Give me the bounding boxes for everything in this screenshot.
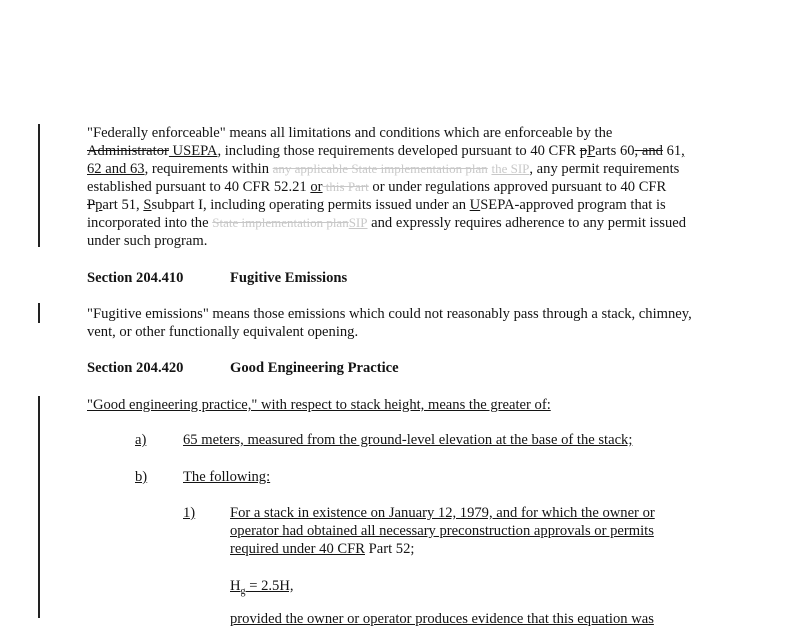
definition-text: "Federally enforceable" means all limitations and conditions which are enforceable by the <box>87 125 613 141</box>
inserted-text: , 62 and 63 <box>87 143 685 177</box>
definition-text: subpart I, including operating permits issued under an <box>151 197 470 213</box>
list-label: b) <box>135 469 148 485</box>
change-bar <box>38 124 40 247</box>
section-number: Section 204.410 <box>87 270 184 286</box>
deleted-text: P <box>87 197 96 213</box>
definition-text: art 51, <box>102 197 144 213</box>
deleted-text: any applicable State implementation plan <box>272 161 488 176</box>
definition-text: , any permit requirements established pursuant to 40 CFR 52.21 <box>87 161 680 195</box>
change-bar <box>38 396 40 618</box>
federally-enforceable-paragraph <box>87 124 692 250</box>
definition-text: "Fugitive emissions" means those emissions which could not reasonably pass through a stack, chimney, vent, or other functionally equivalent opening. <box>87 306 692 340</box>
definition-text: or under regulations approved pursuant to 40 CFR <box>368 179 667 195</box>
deleted-text: p <box>579 143 588 159</box>
definition-text: 61 <box>662 143 682 159</box>
formula-variable: H <box>230 578 241 594</box>
change-bar <box>38 303 40 323</box>
inserted-text: required under 40 CFR <box>230 541 365 557</box>
definition-intro: "Good engineering practice," with respect to stack height, means the greater of: <box>87 397 551 413</box>
inserted-text: P <box>587 143 596 159</box>
sublist-item-line: operator had obtained all necessary preconstruction approvals or permits <box>230 523 654 539</box>
inserted-text: p <box>95 197 103 213</box>
sublist-item-text: Part 52; <box>364 541 415 557</box>
sublist-item-line: For a stack in existence on January 12, 1979, and for which the owner or <box>230 505 655 521</box>
definition-text: and expressly requires adherence to any permit issued under such program. <box>87 215 687 249</box>
list-item-text: 65 meters, measured from the ground-level elevation at the base of the stack; <box>183 432 633 448</box>
sublist-label: 1) <box>183 505 196 521</box>
deleted-text: Administrator <box>87 143 169 159</box>
cutoff-line: provided the owner or operator produces evidence that this equation was <box>230 611 654 627</box>
definition-text: , requirements within <box>144 161 273 177</box>
definition-text: SEPA-approved program that is incorporated into the <box>87 197 666 231</box>
section-title: Fugitive Emissions <box>230 270 348 286</box>
formula-text: = 2.5H, <box>245 578 294 594</box>
inserted-text: U <box>469 197 481 213</box>
deleted-text: State implementation plan <box>212 215 349 230</box>
fugitive-emissions-paragraph <box>87 305 692 341</box>
list-item-text: The following: <box>183 469 271 485</box>
definition-text: , including those requirements developed pursuant to 40 CFR <box>217 143 580 159</box>
section-number: Section 204.420 <box>87 360 184 376</box>
deleted-text: , and <box>634 143 663 159</box>
list-label: a) <box>135 432 147 448</box>
section-heading <box>87 359 399 377</box>
section-title: Good Engineering Practice <box>230 360 399 376</box>
formula-subscript: g <box>240 585 246 597</box>
inserted-text: USEPA <box>168 143 218 159</box>
inserted-text: or <box>310 179 323 195</box>
deleted-text: this Part <box>322 179 369 194</box>
sublist-item-line <box>230 540 414 558</box>
section-heading <box>87 269 347 287</box>
inserted-text: S <box>143 197 152 213</box>
inserted-text: SIP <box>348 215 368 230</box>
formula <box>230 577 294 595</box>
definition-text: arts 60 <box>595 143 635 159</box>
inserted-text: the SIP <box>491 161 530 176</box>
